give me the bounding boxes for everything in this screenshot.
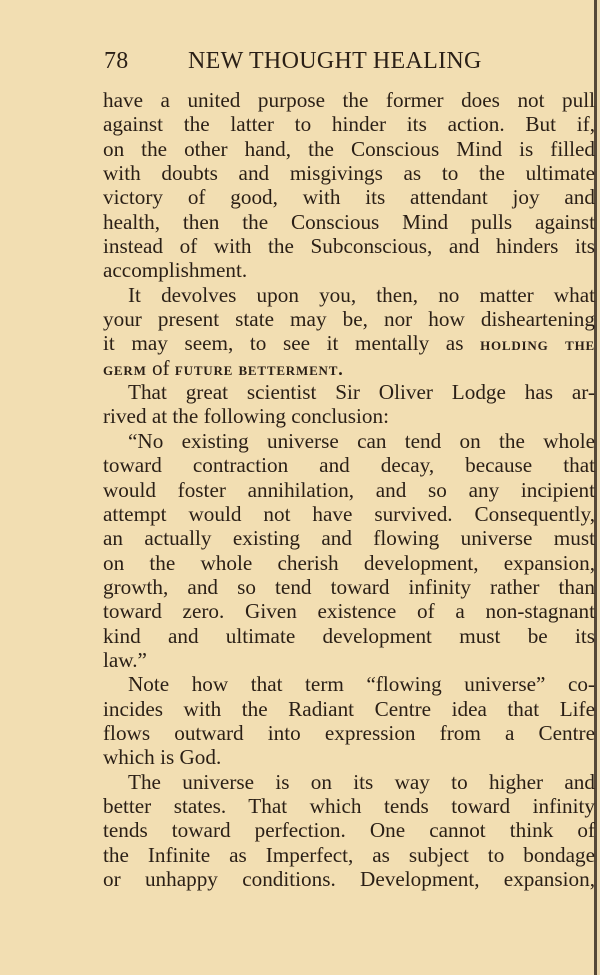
- text-line: incides with the Radiant Centre idea that Life: [103, 696, 595, 721]
- text-line: [103, 356, 595, 380]
- text-line: It devolves upon you, then, no matter what: [128, 282, 595, 307]
- quote-line: toward zero. Given existence of a non-stagnant: [103, 599, 595, 624]
- text-segment: it may seem, to see it mentally as: [103, 331, 464, 356]
- quote-line: on the whole cherish development, expansion,: [103, 550, 595, 575]
- text-line: better states. That which tends toward infinity: [103, 793, 595, 818]
- text-line: or unhappy conditions. Development, expansion,: [103, 867, 595, 891]
- text-line: which is God.: [103, 745, 222, 770]
- text-line: accomplishment.: [103, 258, 248, 283]
- quote-line: law.”: [103, 647, 147, 672]
- text-line: [103, 331, 595, 355]
- quote-line: an actually existing and flowing universe must: [103, 526, 595, 551]
- text-line: victory of good, with its attendant joy and: [103, 185, 595, 210]
- quote-line: growth, and so tend toward infinity rather than: [103, 574, 595, 599]
- quote-line: toward contraction and decay, because that: [103, 453, 595, 478]
- text-line: health, then the Conscious Mind pulls against: [103, 209, 595, 234]
- text-line: the Infinite as Imperfect, as subject to bondage: [103, 842, 595, 867]
- text-line: against the latter to hinder its action. But if,: [103, 112, 595, 137]
- page-number: 78: [104, 48, 129, 74]
- text-line: The universe is on its way to higher and: [128, 769, 595, 794]
- quote-line: “No existing universe can tend on the whole: [128, 428, 595, 453]
- quote-line: kind and ultimate development must be its: [103, 623, 595, 648]
- quote-line: would foster annihilation, and so any incipient: [103, 477, 595, 502]
- text-line: flows outward into expression from a Centre: [103, 720, 595, 745]
- body-text: [103, 88, 595, 891]
- text-line: on the other hand, the Conscious Mind is filled: [103, 136, 595, 161]
- text-line: have a united purpose the former does not pull: [103, 88, 595, 112]
- text-line: your present state may be, nor how disheartening: [103, 307, 595, 332]
- small-caps-emphasis: germ: [103, 358, 147, 379]
- running-header: [104, 48, 508, 75]
- text-line: rived at the following conclusion:: [103, 404, 389, 429]
- running-title: NEW THOUGHT HEALING: [188, 48, 482, 74]
- quote-line: attempt would not have survived. Consequently,: [103, 501, 595, 526]
- text-line: instead of with the Subconscious, and hinders its: [103, 234, 595, 259]
- text-segment: of: [151, 355, 170, 380]
- text-line: with doubts and misgivings as to the ultimate: [103, 161, 595, 186]
- text-line: tends toward perfection. One cannot think of: [103, 818, 595, 843]
- small-caps-emphasis: holding the: [480, 334, 595, 355]
- text-line: Note how that term “flowing universe” co-: [128, 672, 595, 697]
- small-caps-emphasis: future betterment.: [174, 358, 344, 379]
- text-line: That great scientist Sir Oliver Lodge has ar-: [128, 380, 595, 405]
